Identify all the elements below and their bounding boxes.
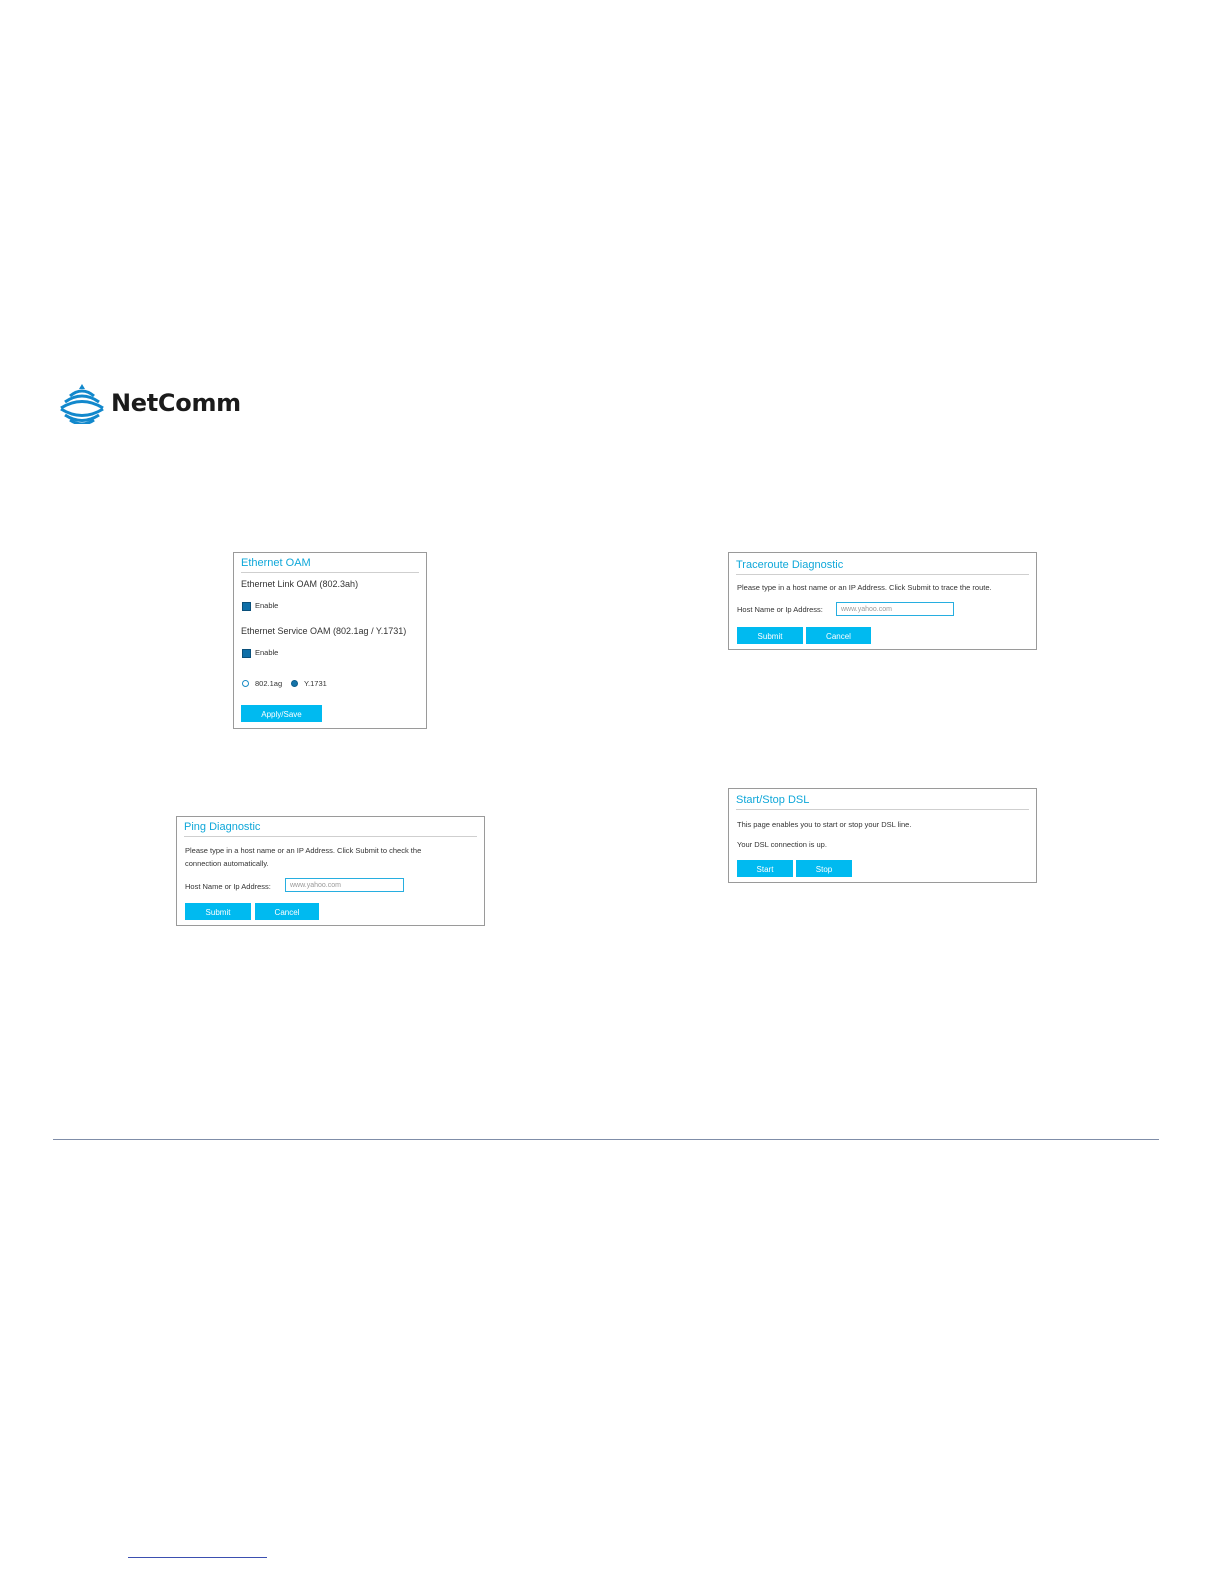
link-oam-label: Ethernet Link OAM (802.3ah) xyxy=(241,579,359,589)
traceroute-title: Traceroute Diagnostic xyxy=(736,553,1029,575)
dsl-title: Start/Stop DSL xyxy=(736,789,1029,810)
dsl-description: This page enables you to start or stop your DSL line. xyxy=(737,820,912,829)
ping-host-input[interactable]: www.yahoo.com xyxy=(285,878,404,892)
ping-submit-button[interactable]: Submit xyxy=(185,903,251,920)
ethernet-oam-title: Ethernet OAM xyxy=(241,553,419,573)
netcomm-logo xyxy=(60,382,241,424)
dsl-status: Your DSL connection is up. xyxy=(737,840,827,849)
dsl-panel xyxy=(728,788,1037,883)
ping-cancel-button[interactable]: Cancel xyxy=(255,903,319,920)
brand-name: NetComm xyxy=(111,389,241,417)
traceroute-cancel-button[interactable]: Cancel xyxy=(806,627,871,644)
ping-host-label: Host Name or Ip Address: xyxy=(185,882,271,891)
footer-link-underline[interactable] xyxy=(128,1557,267,1558)
traceroute-host-label: Host Name or Ip Address: xyxy=(737,605,823,614)
radio-y1731[interactable] xyxy=(291,680,298,687)
service-oam-enable-checkbox[interactable] xyxy=(242,649,251,658)
ping-instructions-line1: Please type in a host name or an IP Address. Click Submit to check the xyxy=(185,846,422,855)
apply-save-button[interactable]: Apply/Save xyxy=(241,705,322,722)
service-oam-label: Ethernet Service OAM (802.1ag / Y.1731) xyxy=(241,626,407,636)
wifi-logo-icon xyxy=(60,382,104,424)
radio-802-1ag[interactable] xyxy=(242,680,249,687)
ping-panel xyxy=(176,816,485,926)
ethernet-oam-panel xyxy=(233,552,427,729)
traceroute-submit-button[interactable]: Submit xyxy=(737,627,803,644)
page-divider xyxy=(53,1139,1159,1140)
service-oam-enable-label: Enable xyxy=(255,648,279,657)
link-oam-enable-label: Enable xyxy=(255,601,279,610)
ping-title: Ping Diagnostic xyxy=(184,817,477,837)
dsl-start-button[interactable]: Start xyxy=(737,860,793,877)
traceroute-host-input[interactable]: www.yahoo.com xyxy=(836,602,954,616)
radio-802-1ag-label: 802.1ag xyxy=(255,679,283,688)
dsl-stop-button[interactable]: Stop xyxy=(796,860,852,877)
link-oam-enable-checkbox[interactable] xyxy=(242,602,251,611)
traceroute-instructions: Please type in a host name or an IP Address. Click Submit to trace the route. xyxy=(737,583,992,592)
radio-y1731-label: Y.1731 xyxy=(304,679,327,688)
ping-instructions-line2: connection automatically. xyxy=(185,859,269,868)
traceroute-panel xyxy=(728,552,1037,650)
